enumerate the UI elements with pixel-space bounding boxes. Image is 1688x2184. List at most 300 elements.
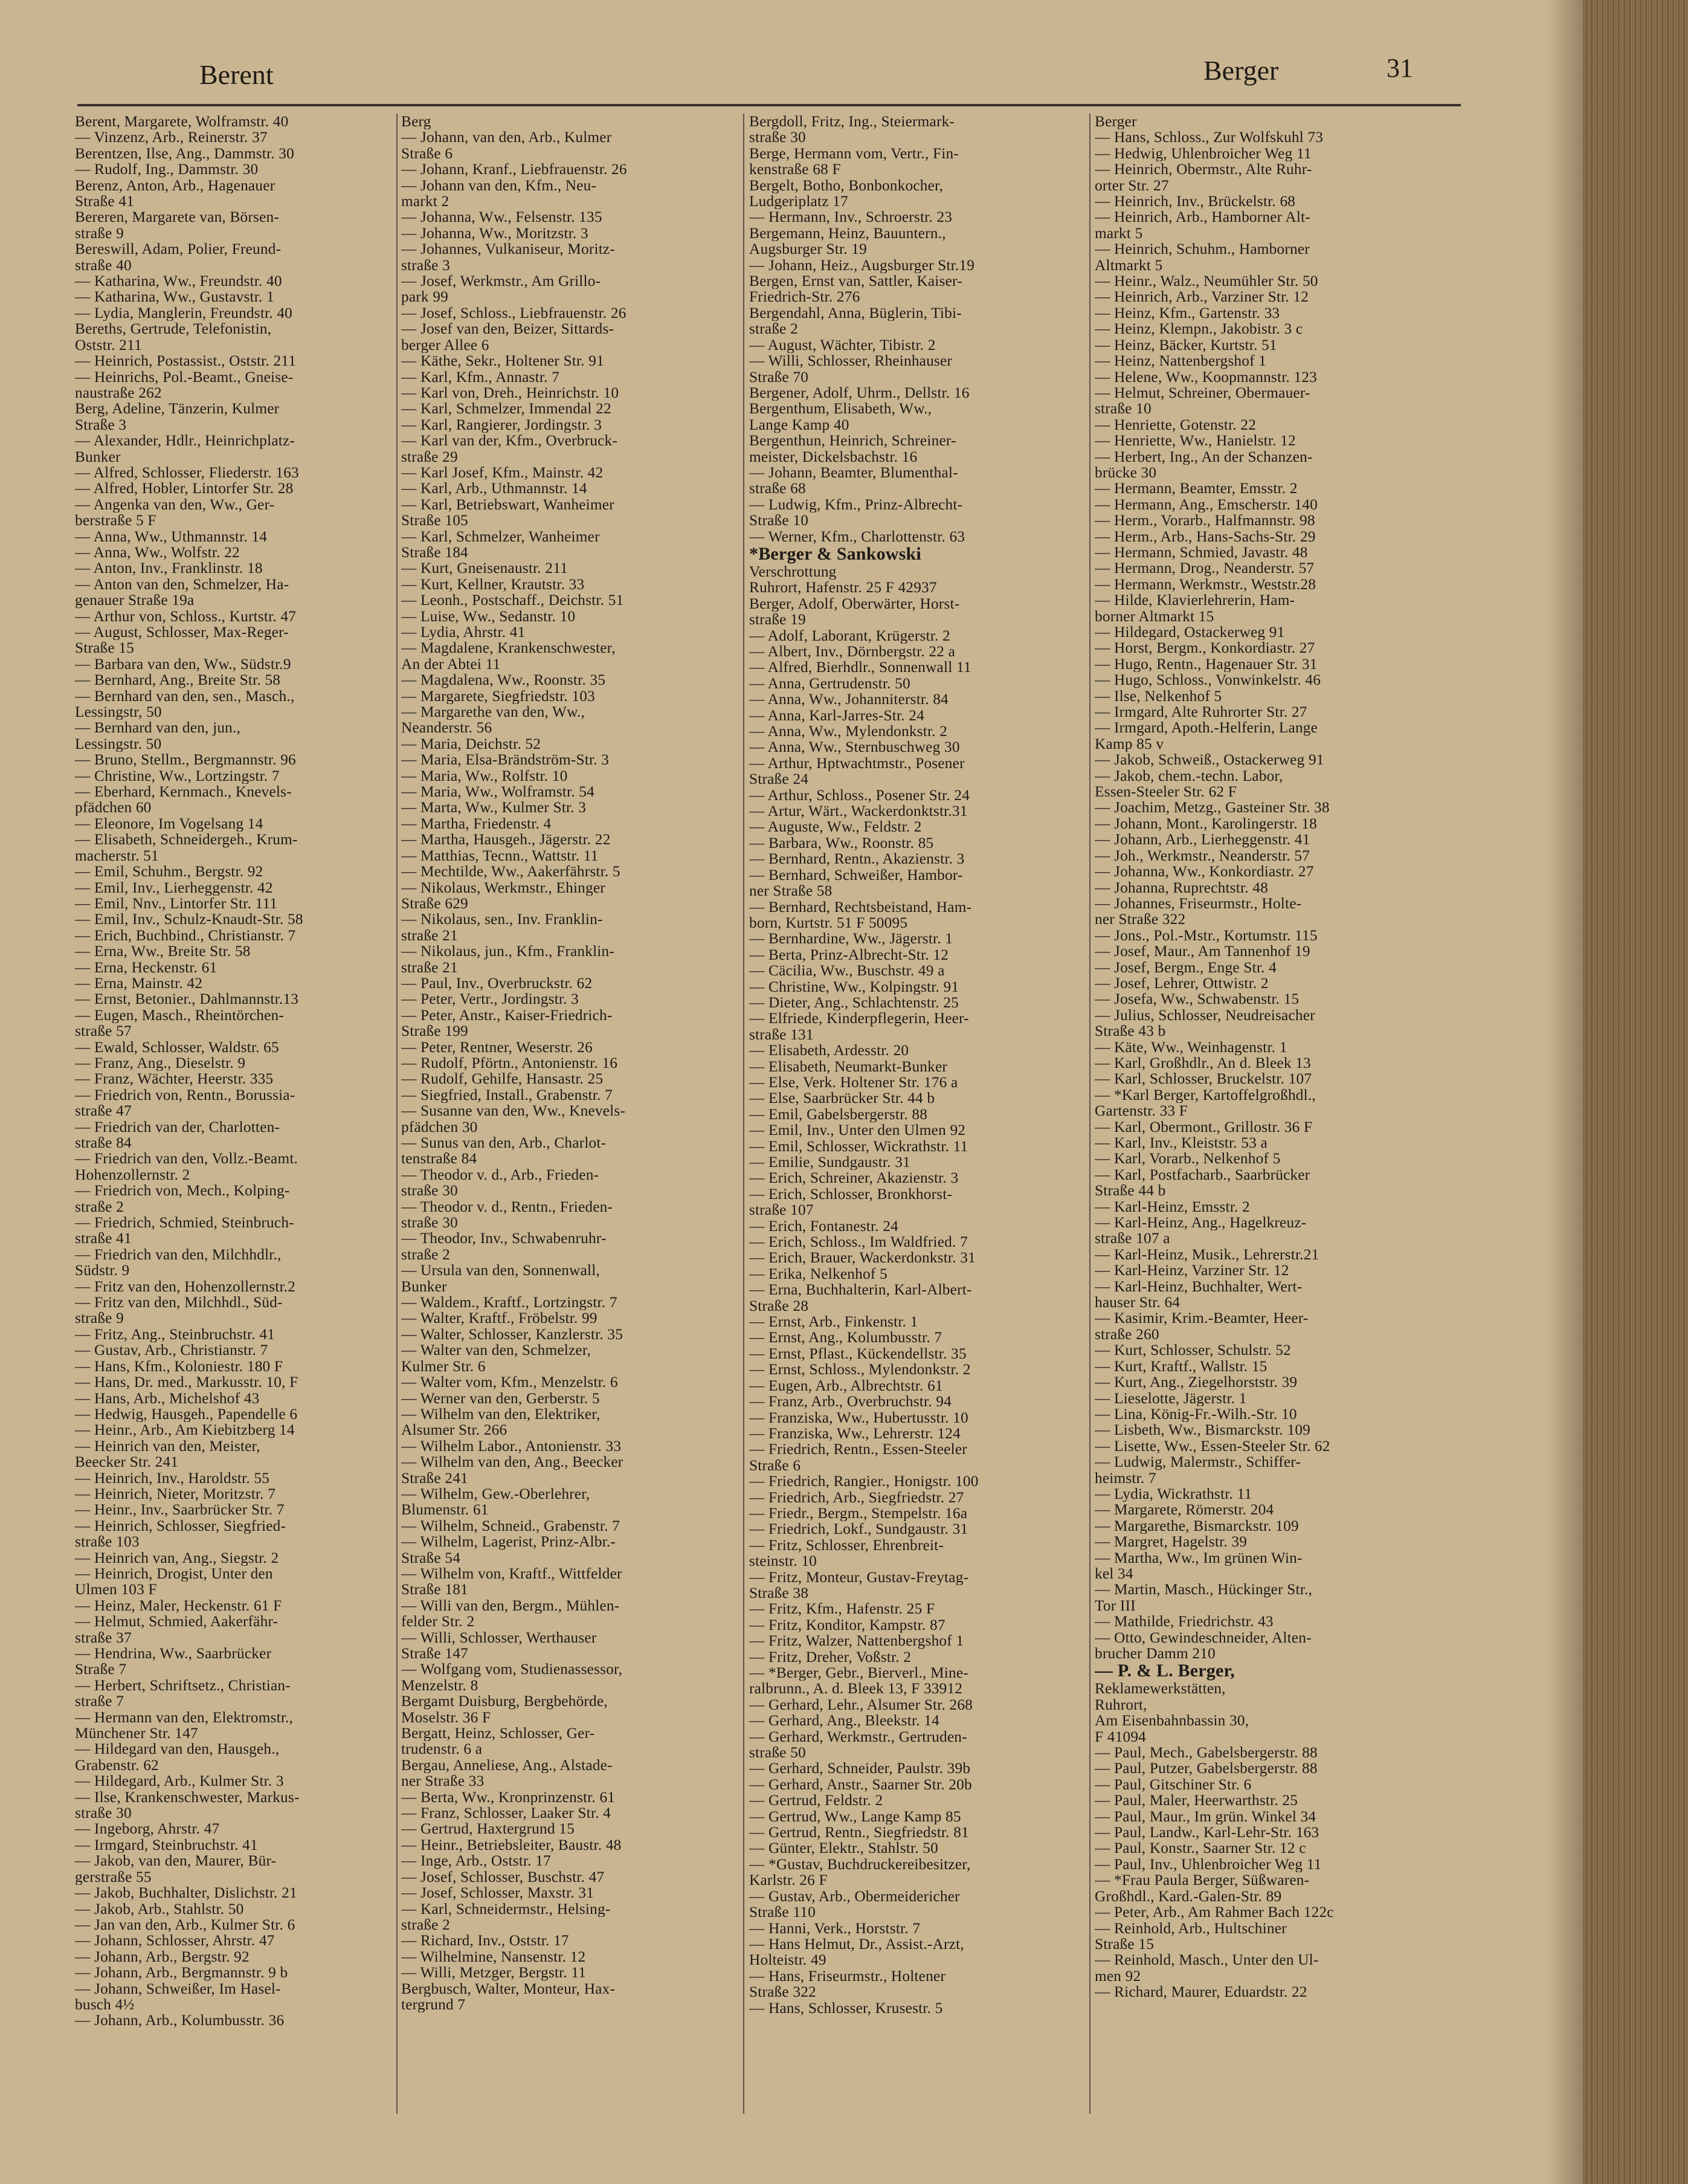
directory-entry: pfädchen 30: [401, 1119, 478, 1135]
directory-entry: — August, Schlosser, Max-Reger-: [75, 624, 289, 641]
directory-entry: — Margarete, Siegfriedstr. 103: [401, 688, 595, 705]
directory-entry: — Eugen, Arb., Albrechtstr. 61: [749, 1377, 943, 1394]
directory-entry: — Erna, Heckenstr. 61: [75, 959, 217, 975]
directory-entry: straße 103: [75, 1534, 140, 1550]
directory-entry: straße 47: [75, 1103, 132, 1119]
directory-entry: — Irmgard, Apoth.-Helferin, Lange: [1095, 720, 1318, 736]
directory-entry: hauser Str. 64: [1095, 1294, 1181, 1311]
directory-entry: — Karl, Kfm., Annastr. 7: [401, 369, 559, 385]
directory-entry: — Hans, Dr. med., Markusstr. 10, F: [75, 1374, 298, 1391]
directory-entry: — Joachim, Metzg., Gasteiner Str. 38: [1095, 800, 1330, 816]
directory-entry: — Lisbeth, Ww., Bismarckstr. 109: [1095, 1422, 1311, 1438]
directory-entry: — Katharina, Ww., Gustavstr. 1: [75, 289, 274, 305]
directory-entry: Straße 6: [749, 1457, 801, 1474]
directory-entry: — Rudolf, Pförtn., Antonienstr. 16: [401, 1055, 618, 1071]
directory-entry: — Friedrich von, Rentn., Borussia-: [75, 1087, 295, 1103]
directory-entry: — *Frau Paula Berger, Süßwaren-: [1095, 1872, 1310, 1888]
directory-entry: — Hildegard, Ostackerweg 91: [1095, 624, 1285, 641]
directory-entry: — Johann, Mont., Karolingerstr. 18: [1095, 815, 1317, 832]
directory-entry: — Mechtilde, Ww., Aakerfährstr. 5: [401, 864, 620, 880]
directory-entry: Straße 241: [401, 1470, 468, 1486]
directory-entry: Hohenzollernstr. 2: [75, 1166, 190, 1183]
directory-entry: markt 5: [1095, 225, 1143, 242]
directory-entry: heimstr. 7: [1095, 1470, 1156, 1486]
directory-entry: — Kurt, Gneisenaustr. 211: [401, 560, 568, 577]
directory-entry: Reklamewerkstätten,: [1095, 1681, 1226, 1697]
directory-column-3: [749, 114, 1087, 2150]
directory-entry: — Lina, König-Fr.-Wilh.-Str. 10: [1095, 1406, 1297, 1423]
directory-entry: — Bernhard, Ang., Breite Str. 58: [75, 672, 281, 688]
directory-entry: — Irmgard, Alte Ruhrorter Str. 27: [1095, 704, 1307, 720]
directory-entry: — Gerhard, Ang., Bleekstr. 14: [749, 1713, 939, 1729]
directory-entry: — Heinr., Arb., Am Kiebitzberg 14: [75, 1422, 295, 1438]
directory-entry: — Heinz, Maler, Heckenstr. 61 F: [75, 1597, 282, 1614]
directory-entry: — Ernst, Arb., Finkenstr. 1: [749, 1314, 918, 1330]
directory-entry: — Albert, Inv., Dörnbergstr. 22 a: [749, 644, 956, 660]
directory-entry: — Fritz, Ang., Steinbruchstr. 41: [75, 1326, 275, 1343]
directory-entry: — Wilhelm van den, Ang., Beecker: [401, 1454, 623, 1470]
directory-entry: genauer Straße 19a: [75, 592, 195, 609]
directory-entry: — Johann, van den, Arb., Kulmer: [401, 129, 612, 146]
directory-entry: straße 21: [401, 959, 458, 975]
directory-entry: — Fritz, Schlosser, Ehrenbreit-: [749, 1537, 944, 1554]
directory-entry: — Emil, Inv., Schulz-Knaudt-Str. 58: [75, 911, 303, 928]
directory-entry: straße 2: [401, 1916, 450, 1933]
directory-entry: — Karl, Inv., Kleiststr. 53 a: [1095, 1135, 1268, 1151]
directory-entry: — Hermann van den, Elektromstr.,: [75, 1709, 294, 1726]
directory-entry: — Richard, Inv., Oststr. 17: [401, 1933, 569, 1949]
directory-entry: — Wilhelm van den, Elektriker,: [401, 1406, 601, 1423]
directory-entry: — Walter van den, Schmelzer,: [401, 1342, 591, 1359]
directory-entry: — Susanne van den, Ww., Knevels-: [401, 1103, 626, 1119]
directory-entry: men 92: [1095, 1968, 1141, 1985]
directory-entry: — Werner van den, Gerberstr. 5: [401, 1390, 600, 1406]
page-number: 31: [1387, 53, 1413, 83]
directory-entry: — Karl van der, Kfm., Overbruck-: [401, 433, 618, 449]
directory-entry: tenstraße 84: [401, 1151, 477, 1167]
directory-entry: straße 50: [749, 1745, 806, 1761]
directory-entry: — Rudolf, Gehilfe, Hansastr. 25: [401, 1071, 604, 1087]
directory-entry: — Theodor, Inv., Schwabenruhr-: [401, 1230, 607, 1247]
directory-entry: — Hedwig, Uhlenbroicher Weg 11: [1095, 145, 1312, 162]
directory-entry: — Marta, Ww., Kulmer Str. 3: [401, 800, 587, 816]
directory-entry: — Anna, Ww., Sternbuschweg 30: [749, 739, 960, 755]
directory-entry: — Hermann, Beamter, Emsstr. 2: [1095, 480, 1298, 497]
directory-entry: straße 9: [75, 1310, 124, 1326]
directory-entry: trudenstr. 6 a: [401, 1741, 483, 1757]
directory-entry: — Friedrich, Schmied, Steinbruch-: [75, 1215, 294, 1231]
directory-entry: — Friedrich von, Mech., Kolping-: [75, 1183, 290, 1199]
directory-entry: straße 37: [75, 1629, 132, 1646]
directory-entry: Straße 110: [749, 1904, 816, 1921]
directory-entry: — Maria, Deichstr. 52: [401, 735, 541, 752]
directory-entry: — Gertrud, Ww., Lange Kamp 85: [749, 1808, 961, 1825]
directory-entry: straße 41: [75, 1230, 132, 1247]
directory-entry: — Martha, Ww., Im grünen Win-: [1095, 1549, 1303, 1566]
directory-entry: — Johann, Arb., Bergmannstr. 9 b: [75, 1965, 288, 1981]
directory-entry: — Karl, Großhdlr., An d. Bleek 13: [1095, 1055, 1311, 1071]
directory-entry: Beecker Str. 241: [75, 1454, 179, 1470]
directory-entry: Straße 70: [749, 369, 809, 385]
directory-entry: — Adolf, Laborant, Krügerstr. 2: [749, 627, 950, 644]
directory-entry: berstraße 5 F: [75, 512, 156, 529]
directory-entry: — Wilhelm, Gew.-Oberlehrer,: [401, 1485, 590, 1502]
directory-entry: — Johann van den, Kfm., Neu-: [401, 177, 597, 194]
directory-entry: — Paul, Inv., Overbruckstr. 62: [401, 975, 593, 992]
directory-entry: Straße 24: [749, 771, 809, 787]
directory-entry: — Eleonore, Im Vogelsang 14: [75, 815, 263, 832]
directory-entry: — Eugen, Masch., Rheintörchen-: [75, 1007, 285, 1024]
directory-entry: Bergenthum, Elisabeth, Ww.,: [749, 401, 932, 417]
directory-entry: — Margarethe, Bismarckstr. 109: [1095, 1517, 1299, 1534]
directory-entry: — Peter, Arb., Am Rahmer Bach 122c: [1095, 1904, 1334, 1921]
directory-entry: — Josef, Schlosser, Maxstr. 31: [401, 1885, 594, 1901]
running-head-right: Berger: [1203, 55, 1279, 86]
directory-entry: Grabenstr. 62: [75, 1757, 159, 1774]
directory-entry: — Heinz, Bäcker, Kurtstr. 51: [1095, 337, 1277, 354]
directory-entry: straße 30: [749, 129, 806, 146]
directory-entry: — Kurt, Kellner, Krautstr. 33: [401, 576, 585, 593]
directory-entry: — Friedr., Bergm., Stempelstr. 16a: [749, 1505, 968, 1522]
directory-entry: Bergamt Duisburg, Bergbehörde,: [401, 1693, 608, 1710]
directory-entry: Berg, Adeline, Tänzerin, Kulmer: [75, 401, 280, 417]
directory-entry: — Nikolaus, sen., Inv. Franklin-: [401, 911, 603, 928]
column-divider: [1089, 114, 1090, 2114]
directory-entry: — Franziska, Ww., Hubertusstr. 10: [749, 1409, 968, 1426]
directory-entry: ner Straße 58: [749, 883, 833, 899]
directory-entry: Holteistr. 49: [749, 1952, 826, 1968]
directory-entry: ralbrunn., A. d. Bleek 13, F 33912: [749, 1681, 963, 1697]
directory-entry: — Heinrich van, Ang., Siegstr. 2: [75, 1549, 279, 1566]
directory-entry: — Arthur, Hptwachtmstr., Posener: [749, 755, 965, 772]
directory-entry: — Else, Verk. Holtener Str. 176 a: [749, 1074, 958, 1091]
directory-entry: Altmarkt 5: [1095, 257, 1163, 274]
directory-entry: — Anna, Ww., Uthmannstr. 14: [75, 528, 268, 544]
directory-entry: — *Gustav, Buchdruckereibesitzer,: [749, 1856, 971, 1873]
directory-entry: — Karl-Heinz, Varziner Str. 12: [1095, 1262, 1289, 1279]
directory-entry: — Franz, Wächter, Heerstr. 335: [75, 1071, 274, 1087]
directory-entry: — Arthur von, Schloss., Kurtstr. 47: [75, 608, 297, 624]
directory-entry: Straße 184: [401, 544, 468, 561]
directory-entry: straße 2: [75, 1198, 124, 1215]
directory-entry: — Hans, Kfm., Koloniestr. 180 F: [75, 1358, 283, 1375]
directory-entry: — Ernst, Pflast., Kückendellstr. 35: [749, 1345, 967, 1362]
directory-entry: tergrund 7: [401, 1996, 466, 2013]
directory-entry: Bereths, Gertrude, Telefonistin,: [75, 321, 272, 337]
directory-entry: — Willi, Schlosser, Werthauser: [401, 1629, 597, 1646]
directory-entry: — Dieter, Ang., Schlachtenstr. 25: [749, 994, 959, 1011]
directory-entry: — *Berger, Gebr., Bierverl., Mine-: [749, 1665, 968, 1681]
directory-entry: — Paul, Mech., Gabelsbergerstr. 88: [1095, 1745, 1318, 1761]
directory-entry: straße 21: [401, 927, 458, 944]
directory-entry: — Friedrich van den, Vollz.-Beamt.: [75, 1151, 298, 1167]
directory-column-2: [401, 114, 736, 2150]
directory-entry: — Kurt, Kraftf., Wallstr. 15: [1095, 1358, 1268, 1375]
directory-entry: — Julius, Schlosser, Neudreisacher: [1095, 1007, 1315, 1024]
directory-entry: — Franziska, Ww., Lehrerstr. 124: [749, 1425, 961, 1442]
directory-entry: — Heinrich, Postassist., Oststr. 211: [75, 353, 297, 369]
directory-entry: — Ludwig, Malermstr., Schiffer-: [1095, 1454, 1301, 1470]
directory-entry: — Wolfgang vom, Studienassessor,: [401, 1661, 623, 1678]
directory-entry: — Johann, Schlosser, Ahrstr. 47: [75, 1933, 275, 1949]
directory-entry: — Josef, Maur., Am Tannenhof 19: [1095, 943, 1310, 960]
directory-entry: — Fritz, Kfm., Hafenstr. 25 F: [749, 1601, 935, 1617]
directory-entry: Karlstr. 26 F: [749, 1872, 828, 1888]
directory-entry: — Heinr., Betriebsleiter, Baustr. 48: [401, 1837, 622, 1853]
directory-entry: straße 19: [749, 612, 806, 628]
directory-entry: — Johann, Arb., Lierheggenstr. 41: [1095, 832, 1310, 848]
directory-entry: Straße 28: [749, 1297, 809, 1314]
directory-entry: Straße 38: [749, 1585, 809, 1601]
directory-entry: — Gertrud, Haxtergrund 15: [401, 1821, 575, 1837]
directory-entry: — Angenka van den, Ww., Ger-: [75, 496, 275, 513]
directory-entry: — Fritz, Konditor, Kampstr. 87: [749, 1617, 945, 1633]
directory-entry: Straße 629: [401, 895, 468, 912]
directory-entry: — Karl-Heinz, Ang., Hagelkreuz-: [1095, 1215, 1307, 1231]
directory-entry: kel 34: [1095, 1565, 1133, 1582]
directory-entry: — Heinr., Walz., Neumühler Str. 50: [1095, 273, 1318, 289]
directory-entry: — Erich, Buchbind., Christianstr. 7: [75, 927, 296, 944]
directory-entry: — Hendrina, Ww., Saarbrücker: [75, 1646, 272, 1662]
directory-entry: — Gertrud, Rentn., Siegfriedstr. 81: [749, 1824, 969, 1841]
directory-entry: — Johann, Schweißer, Im Hasel-: [75, 1980, 281, 1997]
directory-entry: — Jons., Pol.-Mstr., Kortumstr. 115: [1095, 927, 1318, 944]
directory-entry: Ludgeriplatz 17: [749, 193, 848, 210]
directory-entry: — Horst, Bergm., Konkordiastr. 27: [1095, 640, 1315, 656]
directory-entry: — Otto, Gewindeschneider, Alten-: [1095, 1629, 1312, 1646]
directory-entry: — Hermann, Schmied, Javastr. 48: [1095, 544, 1308, 561]
directory-entry: — Luise, Ww., Sedanstr. 10: [401, 608, 576, 624]
directory-entry: Verschrottung: [749, 563, 837, 580]
directory-entry: — Hilde, Klavierlehrerin, Ham-: [1095, 592, 1295, 609]
directory-entry: — Josef, Schlosser, Buschstr. 47: [401, 1869, 605, 1885]
directory-entry: — Ursula van den, Sonnenwall,: [401, 1262, 600, 1279]
directory-entry: — Kurt, Ang., Ziegelhorststr. 39: [1095, 1374, 1298, 1391]
directory-entry: Straße 44 b: [1095, 1183, 1166, 1199]
directory-entry: — Karl-Heinz, Emsstr. 2: [1095, 1198, 1250, 1215]
directory-entry: kenstraße 68 F: [749, 161, 841, 178]
directory-entry: — Arthur, Schloss., Posener Str. 24: [749, 787, 970, 804]
directory-entry: — Karl, Postfacharb., Saarbrücker: [1095, 1166, 1310, 1183]
directory-entry: Lessingstr. 50: [75, 735, 162, 752]
directory-entry: — Matthias, Tecnn., Wattstr. 11: [401, 847, 599, 864]
directory-entry: — Erna, Buchhalterin, Karl-Albert-: [749, 1282, 972, 1298]
directory-entry: — Christine, Ww., Lortzingstr. 7: [75, 767, 280, 784]
directory-entry: — Gerhard, Anstr., Saarner Str. 20b: [749, 1776, 972, 1793]
directory-entry: — Bernhardine, Ww., Jägerstr. 1: [749, 931, 953, 947]
directory-entry: straße 40: [75, 257, 132, 274]
directory-entry: Kamp 85 v: [1095, 735, 1164, 752]
directory-entry: — Paul, Inv., Uhlenbroicher Weg 11: [1095, 1856, 1322, 1873]
directory-entry: — Martin, Masch., Hückinger Str.,: [1095, 1581, 1313, 1598]
directory-entry: — Hildegard, Arb., Kulmer Str. 3: [75, 1773, 284, 1789]
directory-entry: — Gerhard, Werkmstr., Gertruden-: [749, 1728, 967, 1745]
directory-entry: — Paul, Konstr., Saarner Str. 12 c: [1095, 1840, 1306, 1856]
directory-entry: — Paul, Maler, Heerwarthstr. 25: [1095, 1792, 1298, 1809]
directory-entry: — Friedrich, Arb., Siegfriedstr. 27: [749, 1489, 964, 1505]
directory-entry: — Herbert, Schriftsetz., Christian-: [75, 1677, 291, 1694]
directory-entry: — Ewald, Schlosser, Waldstr. 65: [75, 1039, 279, 1055]
directory-entry: — Hildegard van den, Hausgeh.,: [75, 1741, 280, 1757]
directory-entry: — Johann, Beamter, Blumenthal-: [749, 464, 958, 481]
directory-entry: — Emil, Inv., Unter den Ulmen 92: [749, 1122, 966, 1139]
directory-entry: *Berger & Sankowski: [749, 544, 921, 564]
directory-entry: — Wilhelmine, Nansenstr. 12: [401, 1948, 586, 1965]
directory-entry: — Walter, Schlosser, Kanzlerstr. 35: [401, 1326, 623, 1343]
directory-entry: — Erich, Schreiner, Akazienstr. 3: [749, 1170, 959, 1186]
directory-entry: — Alfred, Schlosser, Fliederstr. 163: [75, 464, 299, 481]
directory-column-4: [1095, 114, 1431, 2150]
directory-entry: — Elisabeth, Neumarkt-Bunker: [749, 1058, 948, 1074]
directory-entry: — Karl, Schlosser, Bruckelstr. 107: [1095, 1071, 1312, 1087]
directory-entry: — Karl Josef, Kfm., Mainstr. 42: [401, 464, 604, 481]
directory-entry: — Heinrich, Schuhm., Hamborner: [1095, 241, 1310, 257]
directory-entry: — Wilhelm Labor., Antonienstr. 33: [401, 1438, 622, 1455]
directory-entry: — Leonh., Postschaff., Deichstr. 51: [401, 592, 624, 609]
directory-entry: — Hedwig, Hausgeh., Papendelle 6: [75, 1406, 298, 1423]
directory-entry: busch 4½: [75, 1996, 135, 2013]
directory-entry: — Franz, Ang., Dieselstr. 9: [75, 1055, 246, 1071]
directory-entry: — Barbara van den, Ww., Südstr.9: [75, 656, 291, 673]
directory-entry: — Magdalene, Krankenschwester,: [401, 640, 616, 656]
directory-entry: — Katharina, Ww., Freundstr. 40: [75, 273, 282, 289]
directory-entry: — Erich, Schloss., Im Waldfried. 7: [749, 1234, 968, 1250]
directory-entry: — August, Wächter, Tibistr. 2: [749, 337, 936, 354]
directory-entry: Südstr. 9: [75, 1262, 130, 1279]
directory-entry: — Hugo, Schloss., Vonwinkelstr. 46: [1095, 672, 1321, 688]
directory-entry: Berge, Hermann vom, Vertr., Fin-: [749, 145, 959, 162]
directory-entry: Straße 147: [401, 1646, 468, 1662]
running-head-left: Berent: [199, 59, 274, 90]
directory-entry: — Anna, Gertrudenstr. 50: [749, 675, 910, 692]
directory-entry: — Emil, Gabelsbergerstr. 88: [749, 1106, 928, 1123]
directory-entry: Lange Kamp 40: [749, 416, 849, 433]
directory-entry: — Emil, Nnv., Lintorfer Str. 111: [75, 895, 278, 912]
directory-entry: straße 7: [75, 1693, 124, 1710]
directory-entry: Bergendahl, Anna, Büglerin, Tibi-: [749, 305, 962, 321]
directory-entry: Straße 41: [75, 193, 135, 210]
directory-entry: — Reinhold, Arb., Hultschiner: [1095, 1920, 1287, 1936]
directory-entry: — Friedrich van der, Charlotten-: [75, 1119, 280, 1135]
directory-entry: — Ernst, Betonier., Dahlmannstr.13: [75, 991, 299, 1007]
directory-entry: — Fritz van den, Hohenzollernstr.2: [75, 1278, 296, 1295]
directory-entry: — Bruno, Stellm., Bergmannstr. 96: [75, 752, 296, 768]
directory-entry: — Anna, Ww., Mylendonkstr. 2: [749, 723, 948, 740]
directory-entry: Friedrich-Str. 276: [749, 289, 860, 305]
directory-entry: Großhdl., Kard.-Galen-Str. 89: [1095, 1888, 1282, 1905]
directory-entry: — Johannes, Vulkaniseur, Moritz-: [401, 241, 615, 257]
directory-entry: berger Allee 6: [401, 337, 489, 354]
directory-entry: — Jakob, Schweiß., Ostackerweg 91: [1095, 752, 1324, 768]
directory-entry: — Paul, Maur., Im grün. Winkel 34: [1095, 1808, 1316, 1825]
directory-entry: — Eberhard, Kernmach., Knevels-: [75, 784, 292, 800]
directory-entry: — Emil, Schuhm., Bergstr. 92: [75, 864, 263, 880]
directory-entry: — Karl, Vorarb., Nelkenhof 5: [1095, 1151, 1281, 1167]
directory-entry: ner Straße 322: [1095, 911, 1186, 928]
directory-entry: — Margarete, Römerstr. 204: [1095, 1502, 1274, 1518]
directory-entry: Bunker: [401, 1278, 447, 1295]
directory-entry: — Erika, Nelkenhof 5: [749, 1265, 887, 1282]
directory-entry: — Hermann, Ang., Emscherstr. 140: [1095, 496, 1318, 513]
directory-entry: — Günter, Elektr., Stahlstr. 50: [749, 1840, 938, 1856]
directory-entry: Moselstr. 36 F: [401, 1709, 491, 1726]
directory-entry: Bergatt, Heinz, Schlosser, Ger-: [401, 1725, 595, 1742]
directory-entry: — Bernhard, Rechtsbeistand, Ham-: [749, 899, 972, 915]
directory-entry: — Alexander, Hdlr., Heinrichplatz-: [75, 433, 295, 449]
directory-entry: — Heinz, Nattenbergshof 1: [1095, 353, 1267, 369]
book-page-edges: [1583, 0, 1688, 2184]
directory-entry: — Elisabeth, Ardesstr. 20: [749, 1042, 909, 1059]
directory-entry: — Ilse, Krankenschwester, Markus-: [75, 1789, 300, 1806]
directory-entry: Ulmen 103 F: [75, 1581, 157, 1598]
directory-entry: Berenz, Anton, Arb., Hagenauer: [75, 177, 275, 194]
directory-entry: — Siegfried, Install., Grabenstr. 7: [401, 1087, 613, 1103]
directory-entry: Tor III: [1095, 1597, 1136, 1614]
directory-entry: — Fritz, Monteur, Gustav-Freytag-: [749, 1569, 969, 1585]
directory-entry: — Hans, Arb., Michelshof 43: [75, 1390, 260, 1406]
directory-entry: — Erich, Fontanestr. 24: [749, 1218, 898, 1235]
directory-entry: — Karl, Obermont., Grillostr. 36 F: [1095, 1119, 1313, 1135]
directory-entry: meister, Dickelsbachstr. 16: [749, 448, 918, 465]
directory-entry: — Fritz, Walzer, Nattenbergshof 1: [749, 1633, 964, 1649]
directory-entry: — Johanna, Ruprechtstr. 48: [1095, 879, 1268, 896]
directory-entry: — Karl, Schneidermstr., Helsing-: [401, 1901, 611, 1917]
directory-entry: — Josef, Schloss., Liebfrauenstr. 26: [401, 305, 627, 321]
directory-entry: — Irmgard, Steinbruchstr. 41: [75, 1837, 258, 1853]
directory-entry: park 99: [401, 289, 448, 305]
directory-entry: straße 30: [401, 1215, 458, 1231]
directory-entry: — Heinrich, Inv., Brückelstr. 68: [1095, 193, 1296, 210]
directory-entry: — Johann, Heiz., Augsburger Str.19: [749, 257, 975, 274]
directory-entry: Oststr. 211: [75, 337, 142, 354]
directory-entry: — Herbert, Ing., An der Schanzen-: [1095, 448, 1313, 465]
directory-entry: — Bernhard, Rentn., Akazienstr. 3: [749, 851, 965, 867]
directory-entry: straße 2: [749, 321, 798, 337]
directory-entry: — Hans, Schloss., Zur Wolfskuhl 73: [1095, 129, 1324, 146]
directory-entry: — Alfred, Hobler, Lintorfer Str. 28: [75, 480, 294, 497]
directory-entry: — Ernst, Schloss., Mylendonkstr. 2: [749, 1362, 971, 1378]
directory-entry: straße 29: [401, 448, 458, 465]
directory-entry: — Helmut, Schmied, Aakerfähr-: [75, 1614, 279, 1630]
directory-entry: — Heinrich, Nieter, Moritzstr. 7: [75, 1485, 276, 1502]
directory-entry: — Joh., Werkmstr., Neanderstr. 57: [1095, 847, 1310, 864]
directory-entry: Straße 3: [75, 416, 127, 433]
directory-entry: — Gerhard, Lehr., Alsumer Str. 268: [749, 1696, 973, 1713]
directory-entry: — Bernhard van den, sen., Masch.,: [75, 688, 295, 705]
directory-entry: — Mathilde, Friedrichstr. 43: [1095, 1614, 1274, 1630]
directory-entry: Essen-Steeler Str. 62 F: [1095, 784, 1237, 800]
directory-entry: — Barbara, Ww., Roonstr. 85: [749, 835, 934, 851]
directory-entry: — Johanna, Ww., Felsenstr. 135: [401, 209, 602, 225]
directory-entry: Berg: [401, 114, 431, 130]
directory-entry: — Ernst, Ang., Kolumbusstr. 7: [749, 1329, 942, 1346]
directory-entry: — Theodor v. d., Rentn., Frieden-: [401, 1198, 613, 1215]
directory-entry: — Karl, Arb., Uthmannstr. 14: [401, 480, 587, 497]
directory-entry: borner Altmarkt 15: [1095, 608, 1214, 624]
directory-entry: — Vinzenz, Arb., Reinerstr. 37: [75, 129, 268, 146]
directory-entry: steinstr. 10: [749, 1553, 817, 1569]
directory-entry: — *Karl Berger, Kartoffelgroßhdl.,: [1095, 1087, 1316, 1103]
directory-entry: Straße 43 b: [1095, 1023, 1166, 1039]
directory-entry: Menzelstr. 8: [401, 1677, 478, 1694]
directory-entry: — Walter vom, Kfm., Menzelstr. 6: [401, 1374, 618, 1391]
directory-entry: Neanderstr. 56: [401, 720, 492, 736]
directory-entry: — Waldem., Kraftf., Lortzingstr. 7: [401, 1294, 617, 1311]
directory-entry: — Artur, Wärt., Wackerdonktstr.31: [749, 803, 968, 819]
directory-entry: — Margret, Hagelstr. 39: [1095, 1534, 1248, 1550]
directory-entry: — Wilhelm, Schneid., Grabenstr. 7: [401, 1517, 620, 1534]
directory-entry: — Heinrich, Obermstr., Alte Ruhr-: [1095, 161, 1312, 178]
